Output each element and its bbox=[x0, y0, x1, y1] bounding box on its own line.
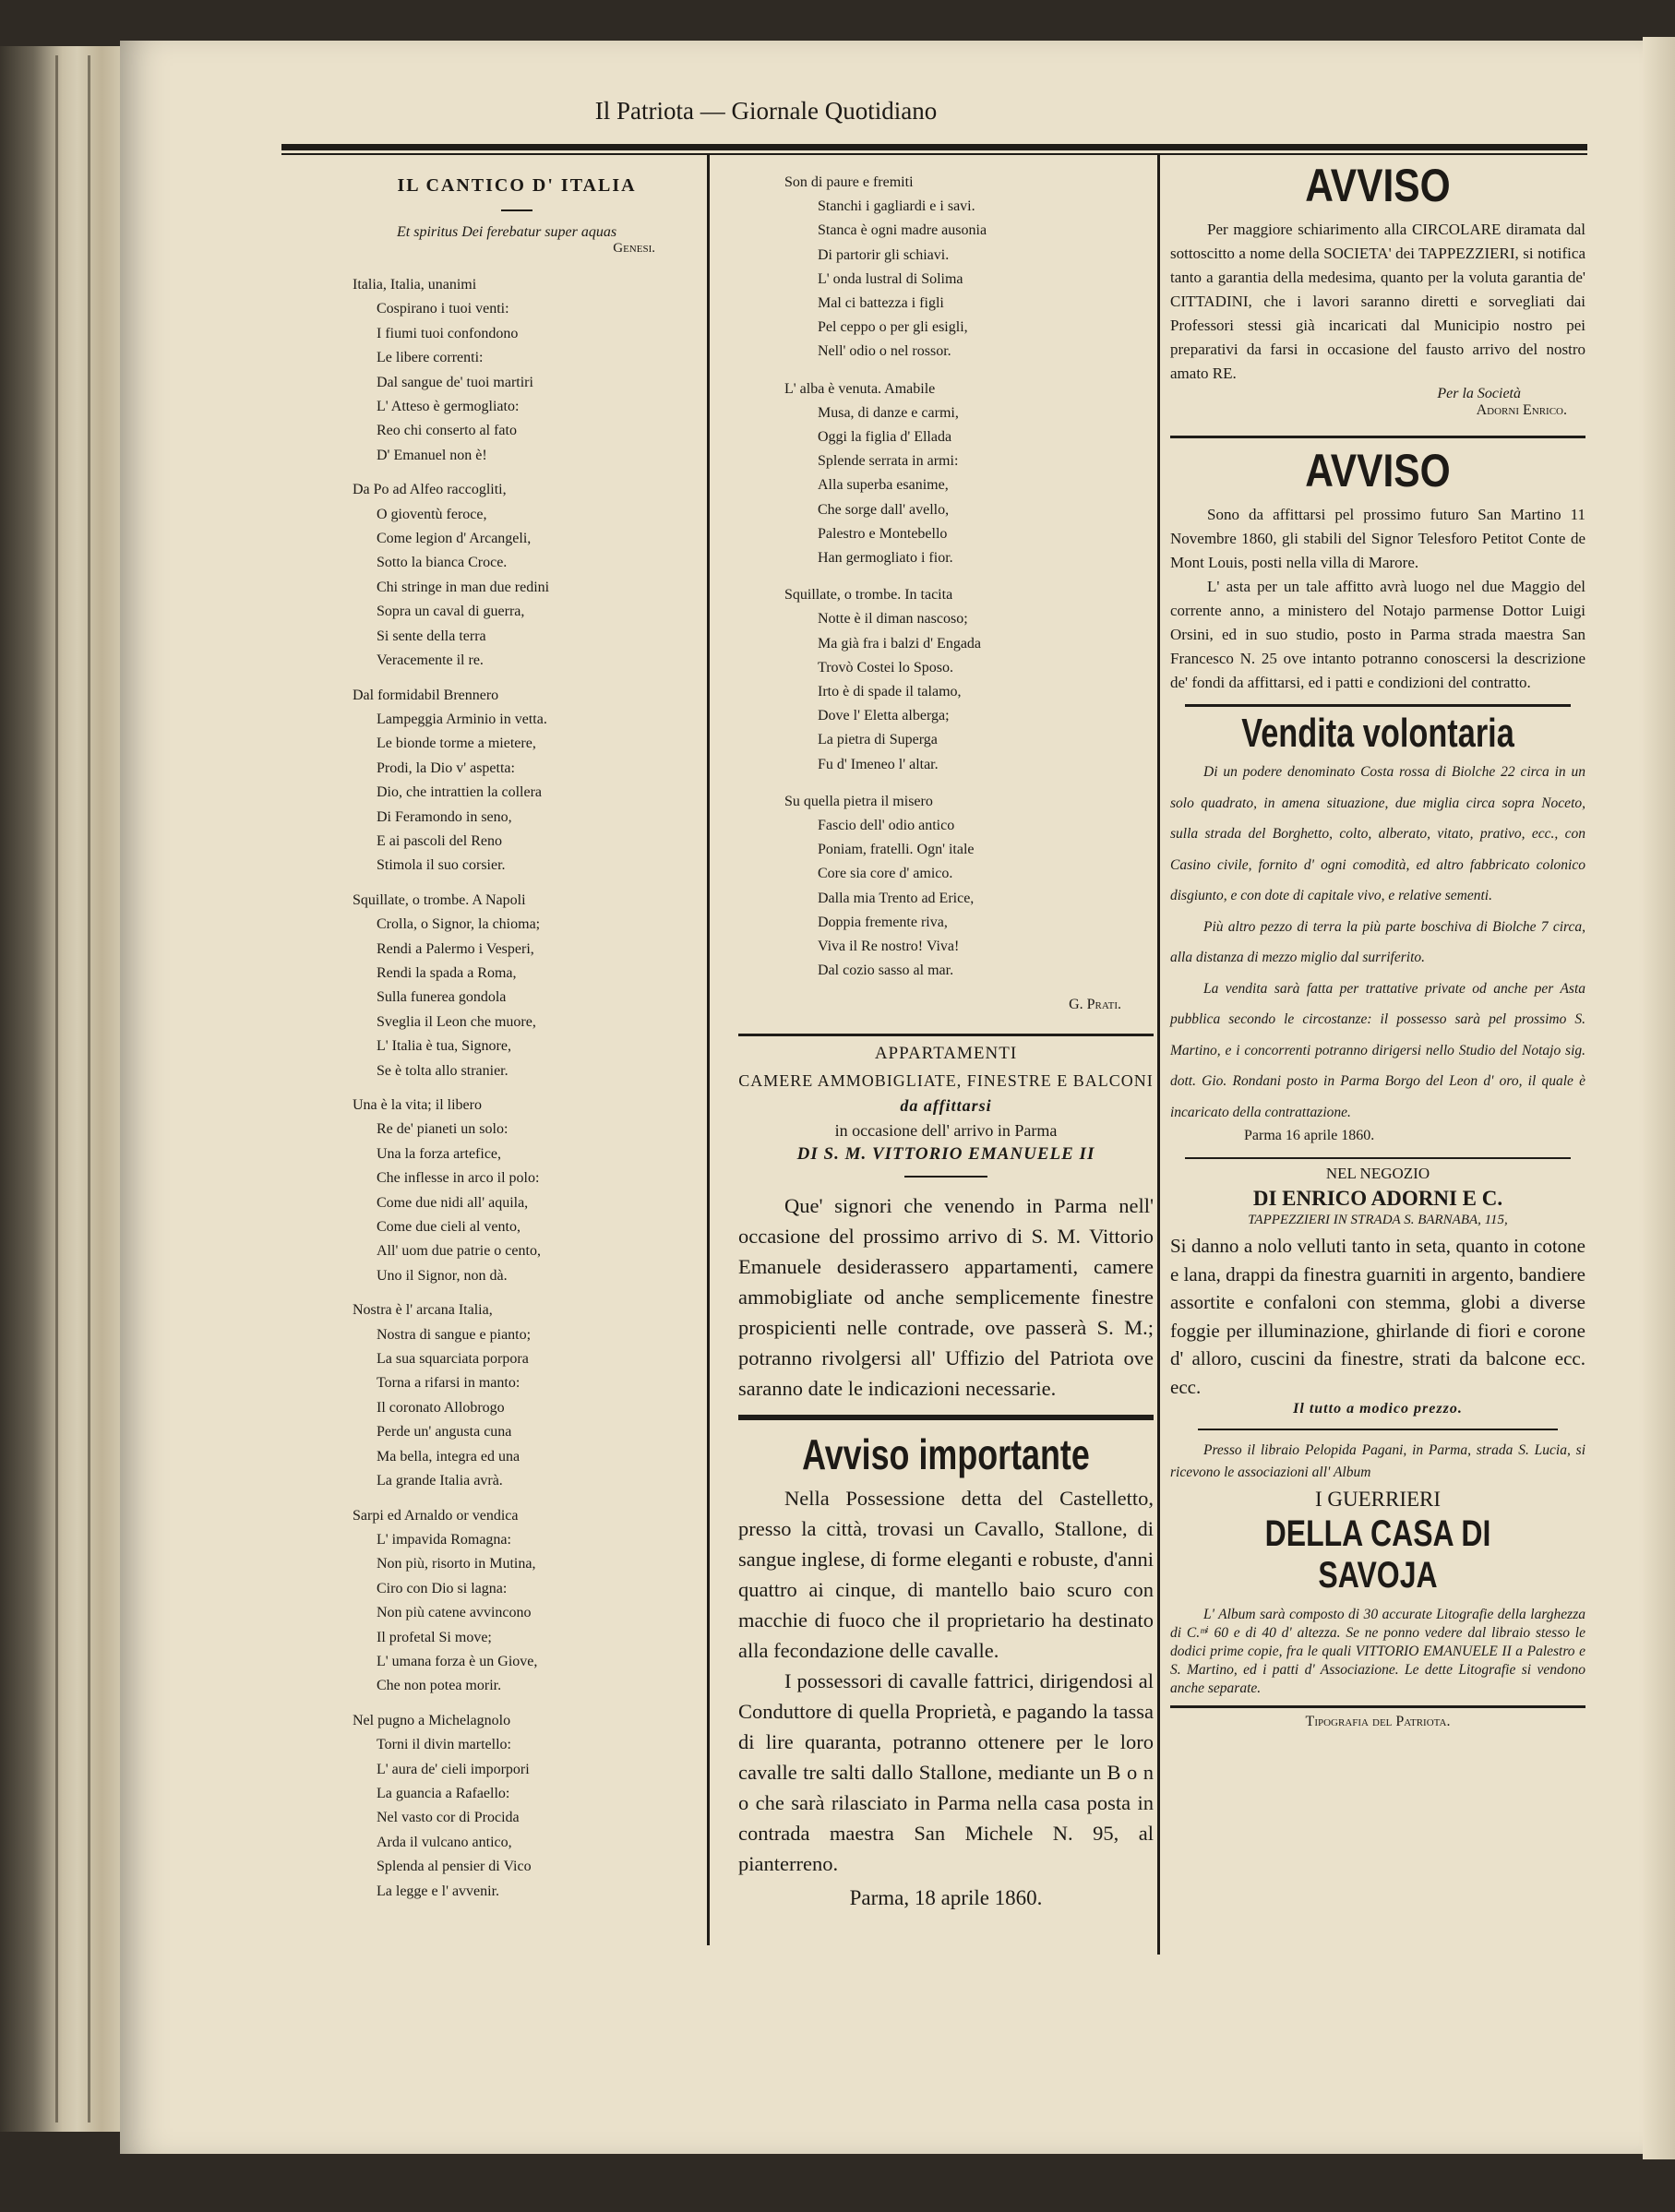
poem-line: Irto è di spade il talamo, bbox=[818, 684, 962, 700]
column-3 bbox=[1170, 159, 1585, 1730]
vendita-title: Vendita volontaria bbox=[1241, 711, 1514, 756]
poem-signature: G. Prati. bbox=[1069, 996, 1121, 1012]
poem-line: L' umana forza è un Giove, bbox=[377, 1653, 538, 1669]
poem-line: Di Feramondo in seno, bbox=[377, 808, 512, 825]
avviso-importante-title: Avviso importante bbox=[802, 1430, 1090, 1478]
stanza bbox=[729, 790, 1140, 984]
album-title1: I GUERRIERI bbox=[1314, 1488, 1442, 1511]
poem-line: Ma già fra i balzi d' Engada bbox=[818, 635, 982, 652]
poem-line: Dalla mia Trento ad Erice, bbox=[818, 890, 975, 906]
poem-line: Che non potea morir. bbox=[377, 1678, 502, 1694]
poem-line: Italia, Italia, unanimi bbox=[353, 277, 477, 293]
poem-line: Torni il divin martello: bbox=[377, 1737, 511, 1753]
column-divider bbox=[707, 155, 710, 1945]
poem-line: E ai pascoli del Reno bbox=[377, 832, 502, 849]
poem-line: Rendi la spada a Roma, bbox=[377, 964, 517, 981]
poem-line: Sarpi ed Arnaldo or vendica bbox=[353, 1507, 519, 1524]
poem-line: Fu d' Imeneo l' altar. bbox=[818, 756, 939, 772]
poem-line: Alla superba esanime, bbox=[818, 477, 949, 494]
poem-line: Da Po ad Alfeo raccogliti, bbox=[353, 482, 507, 498]
poem-line: Nell' odio o nel rossor. bbox=[818, 343, 951, 360]
stanza bbox=[341, 889, 692, 1083]
rule bbox=[738, 1415, 1154, 1420]
poem-line: Una è la vita; il libero bbox=[353, 1097, 482, 1113]
poem-line: I fiumi tuoi confondono bbox=[377, 325, 519, 341]
poem-line: Nel pugno a Michelagnolo bbox=[353, 1712, 511, 1728]
rule bbox=[904, 1176, 987, 1178]
poem-line: Splenda al pensier di Vico bbox=[377, 1859, 532, 1875]
poem-line: Non più, risorto in Mutina, bbox=[377, 1556, 536, 1572]
avviso-importante-p2: I possessori di cavalle fattrici, dirigendosi al Conduttore di quella Proprietà, e pagando la tassa di lire quaranta, potranno ottenere per le loro cavalle tre salti dallo Stallone, mediante un B o n o che sarà rilasciato in Parma nella casa posta in contrada maestra San Michele N. 95, al pianterreno. bbox=[738, 1669, 1154, 1875]
poem-line: Non più catene avvincono bbox=[377, 1605, 532, 1621]
page-edge-line bbox=[88, 55, 90, 2122]
rule bbox=[1198, 1429, 1558, 1430]
poem-line: Viva il Re nostro! Viva! bbox=[818, 939, 960, 955]
poem-line: Doppia fremente riva, bbox=[818, 914, 948, 930]
poem-line: Stanchi i gagliardi e i savi. bbox=[818, 198, 975, 215]
poem-line: Ciro con Dio si lagna: bbox=[377, 1580, 508, 1596]
poem-line: L' aura de' cieli imporpori bbox=[377, 1761, 530, 1777]
poem-line: Rendi a Palermo i Vesperi, bbox=[377, 940, 534, 957]
poem-line: L' alba è venuta. Amabile bbox=[784, 380, 936, 397]
poem-line: Il profetal Si move; bbox=[377, 1629, 492, 1645]
header-rule-thin bbox=[281, 153, 1587, 155]
poem-line: La pietra di Superga bbox=[818, 732, 938, 748]
negozio-line3: TAPPEZZIERI IN STRADA S. BARNABA, 115, bbox=[1248, 1213, 1508, 1227]
avviso2-p1: Sono da affittarsi pel prossimo futuro San Martino 11 Novembre 1860, gli stabili del Signor Telesforo Petitot Conte de Mont Louis, posti nella villa di Marore. bbox=[1170, 506, 1585, 571]
poem-line: All' uom due patrie o cento, bbox=[377, 1243, 541, 1260]
header-rule bbox=[281, 144, 1587, 150]
poem-line: Fascio dell' odio antico bbox=[818, 818, 955, 834]
poem-column-1 bbox=[341, 175, 692, 1914]
poem-line: Squillate, o trombe. A Napoli bbox=[353, 891, 526, 908]
avviso1-body: Per maggiore schiarimento alla CIRCOLARE diramata dal sottoscitto a nome della SOCIETA' dei TAPPEZZIERI, si notifica tanto a garantia della medesima, quanto per la voluta garantia de' CITTADINI, che i lavori saranno diretti e sorvegliati dai Professori stessi già incaricati dal Municipio nostro pei preparativi da farsi in occasione del fausto arrivo del nostro amato RE. bbox=[1170, 221, 1585, 382]
appartamenti-ad bbox=[738, 1034, 1154, 1910]
album-body: L' Album sarà composto di 30 accurate Litografie della larghezza di C.ᵐⁱ 60 e di 40 d' altezza. Se ne ponno vedere dal libraio stesso le dodici prime copie, fra le quali VITTORIO EMANUELE II a Palestro e S. Martino, ed i patti d' Associazione. Le dette Litografie si vendono anche separate. bbox=[1170, 1607, 1585, 1696]
poem-line: Splende serrata in armi: bbox=[818, 453, 959, 470]
page-edge-line bbox=[55, 55, 58, 2122]
poem-line: Nel vasto cor di Procida bbox=[377, 1810, 520, 1826]
poem-source: Genesi. bbox=[613, 241, 655, 256]
poem-line: Le libere correnti: bbox=[377, 350, 484, 366]
poem-line: Torna a rifarsi in manto: bbox=[377, 1375, 520, 1392]
negozio-line1: NEL NEGOZIO bbox=[1325, 1165, 1430, 1182]
poem-line: Nostra è l' arcana Italia, bbox=[353, 1302, 493, 1319]
poem-line: Musa, di danze e carmi, bbox=[818, 404, 959, 421]
poem-line: Ma bella, integra ed una bbox=[377, 1448, 520, 1465]
poem-line: Mal ci battezza i figli bbox=[818, 295, 944, 312]
poem-line: Stanca è ogni madre ausonia bbox=[818, 222, 987, 239]
album-intro: Presso il libraio Pelopida Pagani, in Parma, strada S. Lucia, si ricevono le associazioni all' Album bbox=[1170, 1442, 1585, 1480]
poem-title: IL CANTICO D' ITALIA bbox=[397, 175, 637, 196]
rule bbox=[1185, 1157, 1571, 1159]
poem-line: Come legion d' Arcangeli, bbox=[377, 531, 532, 547]
poem-line: Una la forza artefice, bbox=[377, 1145, 502, 1162]
avviso-importante-date: Parma, 18 aprile 1860. bbox=[849, 1886, 1043, 1909]
avviso2-p2: L' asta per un tale affitto avrà luogo nel due Maggio del corrente anno, a ministero del Notajo parmense Dottor Luigi Orsini, ed in suo studio, posto in Parma strada maestra San Francesco N. 25 ove intanto potranno conoscersi la descrizione de' fondi da affittarsi, ed i patti e condizioni del contratto. bbox=[1170, 578, 1585, 691]
poem-line: Cospirano i tuoi venti: bbox=[377, 301, 509, 317]
title-rule bbox=[501, 209, 532, 211]
poem-column-2 bbox=[729, 171, 1140, 1013]
poem-line: L' Italia è tua, Signore, bbox=[377, 1038, 511, 1055]
poem-line: Sveglia il Leon che muore, bbox=[377, 1013, 536, 1030]
stanzas bbox=[341, 273, 692, 1904]
poem-line: Reo chi conserto al fato bbox=[377, 423, 517, 439]
stanza bbox=[729, 583, 1140, 777]
poem-line: Oggi la figlia d' Ellada bbox=[818, 429, 952, 446]
poem-line: La legge e l' avvenir. bbox=[377, 1883, 500, 1899]
page-right-edge bbox=[1643, 37, 1675, 2159]
poem-line: Sopra un caval di guerra, bbox=[377, 604, 525, 620]
poem-line: Dove l' Eletta alberga; bbox=[818, 708, 950, 724]
stanza bbox=[341, 478, 692, 673]
poem-epigraph: Et spiritus Dei ferebatur super aquas bbox=[397, 224, 617, 240]
poem-line: Come due nidi all' aquila, bbox=[377, 1194, 529, 1211]
poem-line: Han germogliato i fior. bbox=[818, 550, 953, 567]
poem-line: Palestro e Montebello bbox=[818, 525, 948, 542]
poem-line: Poniam, fratelli. Ogn' itale bbox=[818, 842, 975, 858]
poem-line: Su quella pietra il misero bbox=[784, 793, 933, 809]
poem-line: Pel ceppo o per gli esigli, bbox=[818, 319, 968, 336]
vendita-p2: Più altro pezzo di terra la più parte boschiva di Biolche 7 circa, alla distanza di mezzo miglio dal surriferito. bbox=[1170, 918, 1585, 965]
poem-line: Sotto la bianca Croce. bbox=[377, 555, 508, 571]
poem-line: Chi stringe in man due redini bbox=[377, 579, 550, 595]
avviso2-title: AVVISO bbox=[1305, 445, 1451, 496]
poem-line: L' onda lustral di Solima bbox=[818, 270, 963, 287]
stanza bbox=[729, 377, 1140, 571]
rule bbox=[738, 1034, 1154, 1036]
poem-line: Squillate, o trombe. In tacita bbox=[784, 587, 953, 604]
poem-line: Crolla, o Signor, la chioma; bbox=[377, 916, 541, 933]
poem-line: Le bionde torme a mietere, bbox=[377, 735, 536, 752]
avviso1-title: AVVISO bbox=[1305, 160, 1451, 211]
poem-line: Re de' pianeti un solo: bbox=[377, 1121, 508, 1138]
rule bbox=[1170, 1705, 1585, 1708]
poem-line: Che sorge dall' avello, bbox=[818, 501, 950, 518]
poem-line: Dal cozio sasso al mar. bbox=[818, 963, 954, 979]
stanza bbox=[341, 684, 692, 879]
poem-line: Dal formidabil Brennero bbox=[353, 687, 499, 703]
poem-line: La sua squarciata porpora bbox=[377, 1351, 529, 1368]
poem-line: Il coronato Allobrogo bbox=[377, 1399, 505, 1416]
stanza bbox=[341, 1298, 692, 1493]
poem-line: Uno il Signor, non dà. bbox=[377, 1267, 508, 1284]
poem-line: Trovò Costei lo Sposo. bbox=[818, 659, 953, 676]
avviso-importante-p1: Nella Possessione detta del Castelletto, presso la città, trovasi un Cavallo, Stallone, di sangue inglese, di forme eleganti e robuste, d'anni quattro ai cinque, di mantello baio scuro con macchie di fuoco che il proprietario ha destinato alla fecondazione delle cavalle. bbox=[738, 1487, 1154, 1662]
poem-line: Come due cieli al vento, bbox=[377, 1219, 520, 1236]
poem-line: Son di paure e fremiti bbox=[784, 174, 914, 190]
poem-line: Veracemente il re. bbox=[377, 652, 484, 669]
poem-line: Lampeggia Arminio in vetta. bbox=[377, 711, 547, 727]
column-divider bbox=[1157, 155, 1160, 1955]
poem-line: La grande Italia avrà. bbox=[377, 1473, 503, 1489]
stanza bbox=[341, 1504, 692, 1699]
avviso1-sig2: Adorni Enrico. bbox=[1476, 402, 1567, 418]
poem-line: Se è tolta allo stranier. bbox=[377, 1062, 508, 1079]
poem-line: D' Emanuel non è! bbox=[377, 447, 487, 463]
ad-heading: APPARTAMENTI bbox=[874, 1044, 1018, 1063]
vendita-p1: Di un podere denominato Costa rossa di Biolche 22 circa in un solo quadrato, in amena situazione, due miglia circa sopra Noceto, sulla strada del Borghetto, colto, alberato, vitato, prativo, ecc., con Casino civile, fornito d' ogni comodità, ed altro fabbricato colonico disgiunto, e con dote di capitale vivo, e relative sementi. bbox=[1170, 764, 1585, 903]
stanzas bbox=[729, 171, 1140, 984]
poem-line: Si sente della terra bbox=[377, 628, 486, 644]
poem-line: Di partorir gli schiavi. bbox=[818, 246, 950, 263]
stanza bbox=[341, 273, 692, 468]
rule bbox=[1185, 704, 1571, 707]
ad-line: da affittarsi bbox=[900, 1096, 992, 1115]
ad-line: DI S. M. VITTORIO EMANUELE II bbox=[796, 1144, 1095, 1164]
poem-line: Dio, che intrattien la collera bbox=[377, 784, 543, 801]
ad-body: Que' signori che venendo in Parma nell' occasione del prossimo arrivo di S. M. Vittorio Emanuele desiderassero appartamenti, camere ammobigliate od anche semplicemente finestre prospicienti nelle contrade, ove passerà S. M.; potranno rivolgersi all' Uffizio del Patriota ove saranno date le indicazioni necessarie. bbox=[738, 1194, 1154, 1400]
poem-line: Notte è il diman nascoso; bbox=[818, 611, 968, 628]
page-header: Il Patriota — Giornale Quotidiano bbox=[594, 97, 938, 125]
poem-line: Nostra di sangue e pianto; bbox=[377, 1326, 532, 1343]
ad-subheading: CAMERE AMMOBIGLIATE, FINESTRE E BALCONI bbox=[738, 1071, 1154, 1090]
poem-line: L' impavida Romagna: bbox=[377, 1531, 511, 1548]
printer-credit: Tipografia del Patriota. bbox=[1305, 1714, 1451, 1729]
negozio-line2: DI ENRICO ADORNI E C. bbox=[1252, 1187, 1503, 1210]
stanza bbox=[341, 1709, 692, 1904]
poem-line: Sulla funerea gondola bbox=[377, 989, 507, 1006]
ad-line: in occasione dell' arrivo in Parma bbox=[834, 1121, 1058, 1140]
poem-line: L' Atteso è germogliato: bbox=[377, 399, 520, 415]
vendita-p3: La vendita sarà fatta per trattative private od anche per Asta pubblica secondo le circostanze: il possesso sarà pel prossimo S. Martino, e i concorrenti potranno dirigersi nello Studio del Notajo sig. dott. Gio. Rondani posto in Parma Borgo del Leon d' oro, il quale è incaricato della contrattazione. bbox=[1170, 980, 1585, 1120]
negozio-body: Si danno a nolo velluti tanto in seta, quanto in cotone e lana, drappi da finestra guarniti in argento, bandiere assortite e confaloni con stemma, globi a diverse foggie per illuminazione, ghirlande di fiori e corone d' alloro, cuscini da finestre, strati da balcone ecc. ecc. bbox=[1170, 1235, 1585, 1398]
poem-line: Che inflesse in arco il polo: bbox=[377, 1170, 540, 1187]
stanza bbox=[341, 1094, 692, 1288]
poem-line: Stimola il suo corsier. bbox=[377, 857, 506, 874]
negozio-footer: Il tutto a modico prezzo. bbox=[1293, 1401, 1463, 1417]
album-title2: DELLA CASA DI SAVOJA bbox=[1264, 1513, 1491, 1596]
poem-line: Perde un' angusta cuna bbox=[377, 1424, 512, 1441]
poem-line: Core sia core d' amico. bbox=[818, 866, 953, 882]
poem-line: Dal sangue de' tuoi martiri bbox=[377, 374, 533, 390]
stanza bbox=[729, 171, 1140, 365]
rule bbox=[1170, 436, 1585, 438]
poem-line: Prodi, la Dio v' aspetta: bbox=[377, 759, 515, 776]
avviso1-sig1: Per la Società bbox=[1437, 386, 1521, 401]
poem-line: La guancia a Rafaello: bbox=[377, 1785, 510, 1801]
vendita-date: Parma 16 aprile 1860. bbox=[1244, 1128, 1375, 1143]
poem-line: Arda il vulcano antico, bbox=[377, 1834, 512, 1850]
poem-line: O gioventù feroce, bbox=[377, 506, 487, 522]
